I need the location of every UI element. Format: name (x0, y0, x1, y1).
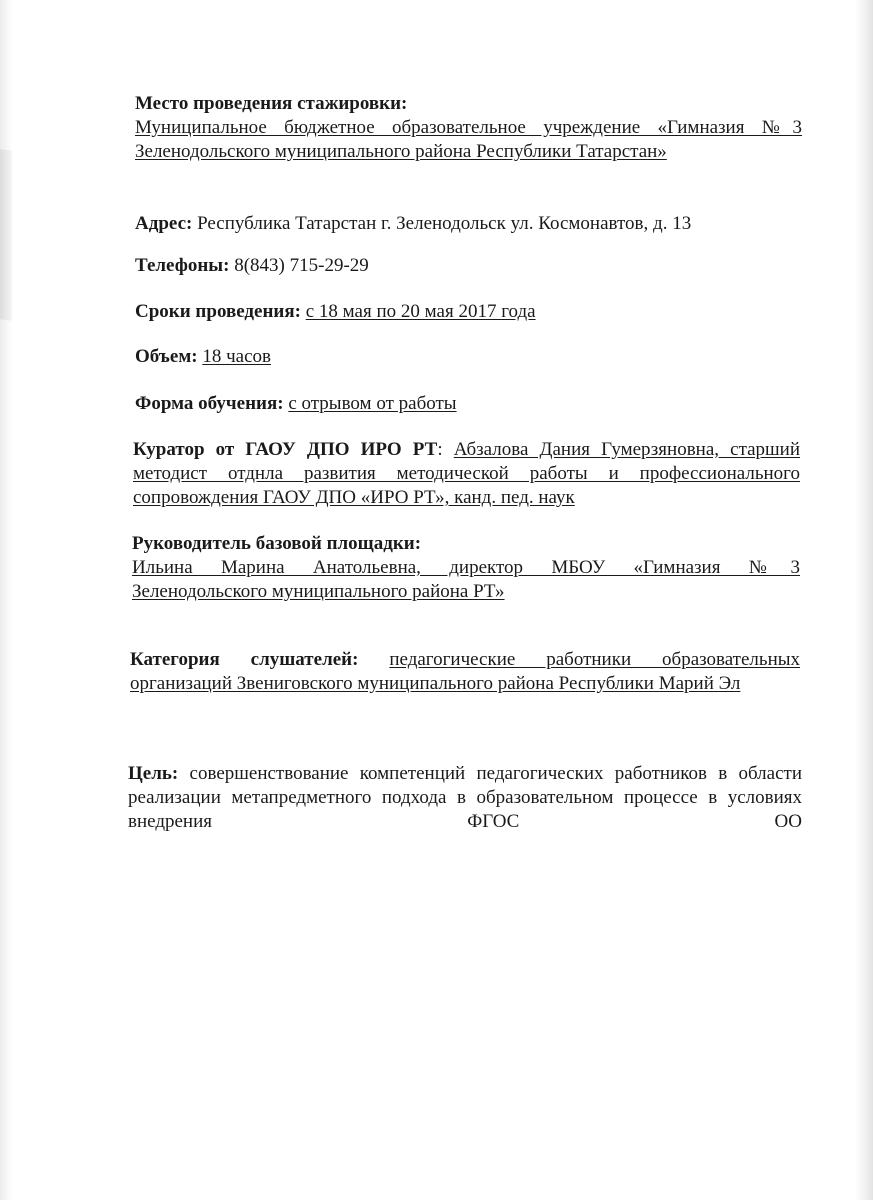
address-section (135, 212, 802, 236)
address-label: Адрес: (135, 213, 193, 234)
audience-section (130, 648, 800, 696)
dates-value: с 18 мая по 20 мая 2017 года (305, 301, 536, 322)
phones-section (135, 254, 802, 278)
audience-value: педагогические работники образовательных (389, 649, 800, 670)
volume-label: Объем: (135, 346, 198, 367)
curator-section (133, 438, 800, 510)
base-head-line-2: Зеленодольского муниципального района РТ» (132, 581, 505, 602)
audience-label: Категория слушателей: (130, 649, 359, 670)
goal-text: совершенствование компетенций педагогических работников в области реализации метапредметного подхода в образовательном процессе в условиях внедрения ФГОС ОО (128, 763, 803, 832)
curator-colon: : (437, 439, 443, 460)
study-form-value: с отрывом от работы (288, 393, 457, 414)
phones-label: Телефоны: (135, 255, 230, 276)
goal-label: Цель: (128, 763, 179, 784)
curator-line-2: методист отднла развития методической работы и профессионального (133, 463, 800, 484)
curator-line-1 (133, 438, 800, 462)
volume-value: 18 часов (202, 346, 271, 367)
audience-line-2: организаций Звениговского муниципального района Республики Марий Эл (130, 673, 741, 694)
study-form-section (135, 392, 802, 416)
scan-shadow-fold (0, 149, 12, 321)
goal-section (128, 762, 802, 834)
base-head-section (132, 532, 800, 604)
curator-label: Куратор от ГАОУ ДПО ИРО РТ (133, 439, 438, 460)
base-head-label: Руководитель базовой площадки: (132, 533, 422, 554)
curator-name: Абзалова Дания Гумерзяновна, старший (453, 439, 800, 460)
volume-section (135, 345, 802, 369)
dates-label: Сроки проведения: (135, 301, 301, 322)
venue-section (135, 92, 802, 164)
scan-shadow-right (855, 0, 873, 1200)
curator-line-3: сопровождения ГАОУ ДПО «ИРО РТ», канд. пед. наук (133, 487, 575, 508)
study-form-label: Форма обучения: (135, 393, 284, 414)
base-head-line-1: Ильина Марина Анатольевна, директор МБОУ «Гимназия №3 (132, 557, 800, 578)
address-value: Республика Татарстан г. Зеленодольск ул. Космонавтов, д. 13 (197, 213, 692, 234)
dates-section (135, 300, 802, 324)
audience-line-1 (130, 648, 800, 672)
phones-value: 8(843) 715-29-29 (234, 255, 369, 276)
venue-line-2: Зеленодольского муниципального района Республики Татарстан» (135, 141, 667, 162)
venue-line-1: Муниципальное бюджетное образовательное учреждение «Гимназия №3 (135, 117, 802, 138)
venue-label: Место проведения стажировки: (135, 93, 408, 114)
